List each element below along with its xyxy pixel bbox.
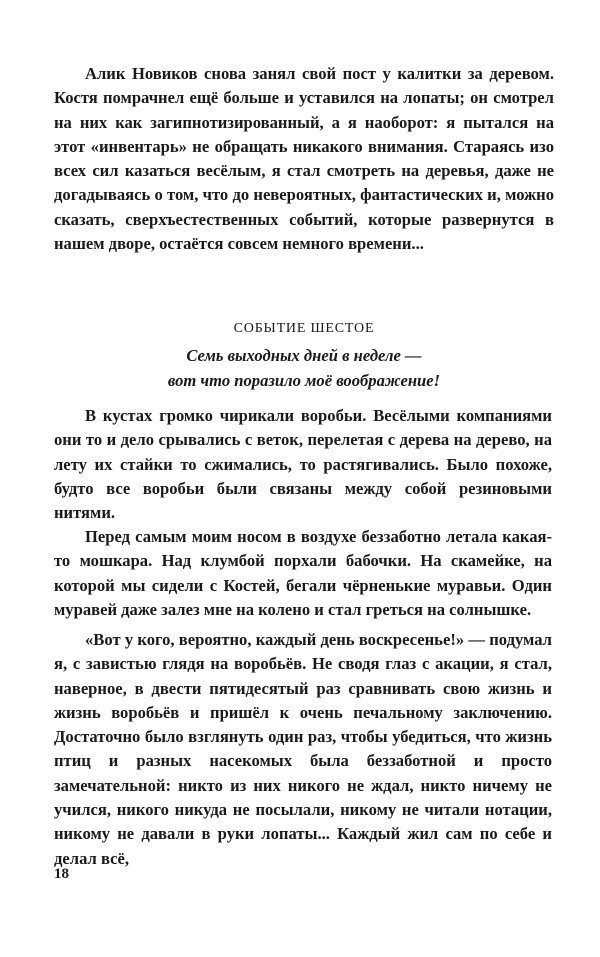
paragraph-4: «Вот у кого, вероятно, каждый день воскресенье!» — подумал я, с завистью глядя на воробьёв. Не сводя глаз с акации, я стал, наверное, в двести пятидесятый раз сравнивать свою жизнь и жизнь воробьёв и пришёл к очень печальному заключению. Достаточно было взглянуть один раз, чтобы убедиться, что жизнь птиц и разных насекомых была беззаботной и просто замечательной: никто из них никого не ждал, никто ничему не учился, никого никуда не посылали, никому не читали нотации, никому не давали в руки лопаты... Каждый жил сам по себе и делал всё, — [54, 630, 552, 868]
chapter-heading: СОБЫТИЕ ШЕСТОЕ — [233, 321, 375, 336]
paragraph-1: Алик Новиков снова занял свой пост у калитки за деревом. Костя помрачнел ещё больше и уставился на лопаты; он смотрел на них как загипнотизированный, а я наоборот: я пытался на этот «инвентарь» не обращать никакого внимания. Стараясь изо всех сил казаться весёлым, я стал смотреть на деревья, даже не догадываясь о том, что до невероятных, фантастических и, можно сказать, сверхъестественных событий, которые развернутся в нашем дворе, остаётся совсем немного времени... — [54, 64, 554, 254]
chapter-epigraph — [54, 344, 554, 393]
epigraph-line-1: Семь выходных дней в неделе — — [186, 346, 422, 365]
paragraph-3: Перед самым моим носом в воздухе беззаботно летала какая-то мошкара. Над клумбой порхали бабочки. На скамейке, на которой мы сидели с Костей, бегали чёрненькие муравьи. Один муравей даже залез мне на колено и стал греться на солнышке. — [54, 527, 552, 619]
epigraph-line-2: вот что поразило моё воображение! — [167, 370, 441, 390]
paragraph-2: В кустах громко чирикали воробьи. Весёлыми компаниями они то и дело срывались с веток, перелетая с дерева на дерево, на лету их стайки то сжимались, то растягивались. Было похоже, будто все воробьи были связаны между собой резиновыми нитями. — [54, 406, 552, 523]
page-number: 18 — [54, 866, 69, 882]
book-page — [54, 0, 554, 957]
